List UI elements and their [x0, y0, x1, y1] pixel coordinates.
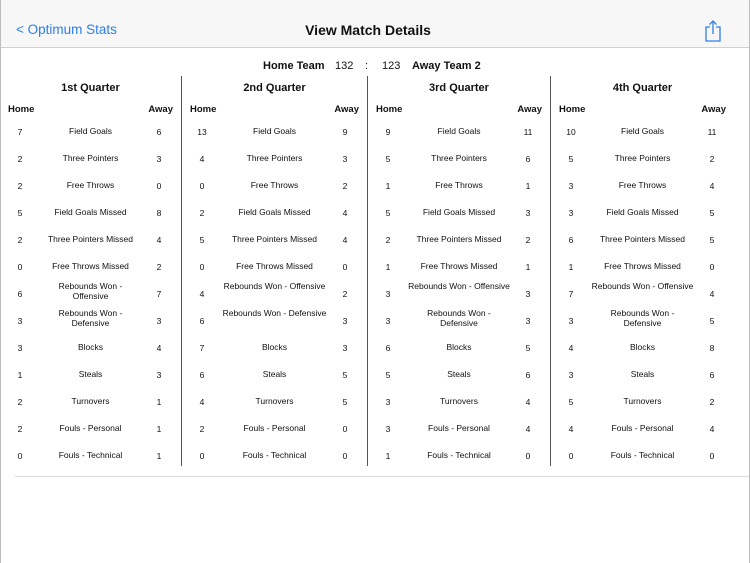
- stat-label: Steals: [262, 369, 287, 379]
- home-column-header: Home: [559, 104, 586, 115]
- stat-label: Field Goals Missed: [54, 207, 127, 217]
- away-stat-value: 0: [525, 451, 531, 461]
- home-team-name: Home Team: [263, 60, 325, 72]
- stat-label: Field Goals Missed: [422, 207, 496, 217]
- away-stat-value: 6: [525, 370, 531, 380]
- stat-row: [368, 173, 550, 199]
- away-stat-value: 0: [342, 424, 348, 434]
- home-stat-value: 1: [568, 262, 574, 272]
- away-stat-value: 3: [156, 370, 162, 380]
- stat-label: Blocks: [629, 342, 656, 352]
- score-separator: :: [365, 60, 369, 72]
- away-stat-value: 3: [342, 316, 348, 326]
- away-stat-value: 6: [156, 127, 162, 137]
- away-stat-value: 6: [525, 154, 531, 164]
- away-stat-value: 4: [525, 424, 531, 434]
- stat-row: [0, 362, 181, 388]
- stat-row: [182, 443, 367, 469]
- stat-row: [368, 389, 550, 415]
- stat-label: Field Goals Missed: [606, 207, 679, 217]
- home-stat-value: 5: [385, 208, 391, 218]
- stat-label: Three Pointers Missed: [47, 234, 134, 244]
- home-stat-value: 2: [17, 235, 23, 245]
- home-stat-value: 10: [566, 127, 576, 137]
- away-stat-value: 8: [709, 343, 715, 353]
- home-stat-value: 6: [199, 370, 205, 380]
- stat-row: [0, 173, 181, 199]
- home-stat-value: 3: [385, 397, 391, 407]
- stat-label: Three Pointers Missed: [416, 234, 502, 244]
- home-stat-value: 1: [385, 262, 391, 272]
- home-stat-value: 5: [568, 397, 574, 407]
- stat-row: [368, 227, 550, 253]
- stat-row: [368, 443, 550, 469]
- home-stat-value: 0: [568, 451, 574, 461]
- quarter-column-3: [368, 76, 550, 466]
- away-stat-value: 8: [156, 208, 162, 218]
- stat-row: [182, 362, 367, 388]
- stat-label: Rebounds Won - Defensive: [610, 308, 675, 328]
- home-stat-value: 3: [385, 316, 391, 326]
- stat-row: [368, 146, 550, 172]
- back-button[interactable]: < Optimum Stats: [16, 22, 117, 37]
- stat-row: [368, 335, 550, 361]
- home-stat-value: 6: [385, 343, 391, 353]
- home-stat-value: 4: [199, 397, 205, 407]
- home-column-header: Home: [190, 104, 217, 115]
- share-button[interactable]: [704, 20, 722, 42]
- home-stat-value: 3: [568, 208, 574, 218]
- stat-row: [182, 335, 367, 361]
- home-stat-value: 1: [385, 181, 391, 191]
- stat-row: [182, 173, 367, 199]
- stat-row: [368, 119, 550, 145]
- away-stat-value: 5: [342, 397, 348, 407]
- stat-label: Free Throws: [250, 180, 299, 190]
- stat-row: [0, 416, 181, 442]
- away-stat-value: 3: [156, 316, 162, 326]
- stat-label: Turnovers: [623, 396, 662, 406]
- away-stat-value: 4: [709, 424, 715, 434]
- stat-row: [182, 416, 367, 442]
- away-stat-value: 5: [342, 370, 348, 380]
- away-stat-value: 4: [156, 343, 162, 353]
- home-stat-value: 2: [17, 424, 23, 434]
- away-stat-value: 0: [342, 262, 348, 272]
- away-stat-value: 0: [342, 451, 348, 461]
- away-stat-value: 3: [342, 343, 348, 353]
- stat-label: Fouls - Personal: [59, 423, 122, 433]
- stat-row: [368, 308, 550, 334]
- home-stat-value: 0: [199, 181, 205, 191]
- stat-row: [551, 308, 734, 334]
- stat-row: [0, 308, 181, 334]
- away-stat-value: 11: [523, 127, 533, 137]
- home-score: 132: [335, 60, 354, 72]
- stat-label: Fouls - Personal: [428, 423, 490, 433]
- stat-label: Free Throws: [618, 180, 667, 190]
- home-stat-value: 3: [17, 316, 23, 326]
- home-stat-value: 2: [199, 208, 205, 218]
- stat-row: [182, 200, 367, 226]
- away-stat-value: 3: [525, 208, 531, 218]
- stat-row: [0, 389, 181, 415]
- away-team-name: Away Team 2: [412, 60, 481, 72]
- home-stat-value: 5: [199, 235, 205, 245]
- stat-row: [551, 119, 734, 145]
- stat-label: Fouls - Technical: [58, 450, 123, 460]
- away-stat-value: 7: [156, 289, 162, 299]
- away-stat-value: 2: [709, 154, 715, 164]
- stat-row: [368, 281, 550, 307]
- match-score: [0, 60, 750, 76]
- stat-row: [0, 281, 181, 307]
- stat-row: [182, 254, 367, 280]
- home-column-header: Home: [376, 104, 403, 115]
- stat-label: Free Throws: [435, 180, 483, 190]
- home-stat-value: 3: [568, 316, 574, 326]
- stat-row: [551, 200, 734, 226]
- away-stat-value: 0: [156, 181, 162, 191]
- away-stat-value: 1: [156, 451, 162, 461]
- home-stat-value: 3: [385, 424, 391, 434]
- quarter-column-1: [0, 76, 181, 466]
- stat-label: Rebounds Won - Defensive: [58, 308, 123, 328]
- stat-label: Rebounds Won - Defensive: [222, 308, 327, 318]
- stat-label: Three Pointers: [62, 153, 119, 163]
- away-stat-value: 3: [342, 154, 348, 164]
- away-column-header: Away: [148, 104, 173, 115]
- stat-label: Blocks: [261, 342, 288, 352]
- stat-row: [551, 416, 734, 442]
- away-stat-value: 11: [707, 127, 717, 137]
- stat-label: Field Goals: [253, 126, 296, 136]
- home-stat-value: 3: [17, 343, 23, 353]
- stat-label: Rebounds Won - Offensive: [58, 281, 123, 301]
- stat-row: [551, 146, 734, 172]
- stat-label: Turnovers: [440, 396, 478, 406]
- quarter-column-4: [551, 76, 734, 466]
- away-stat-value: 2: [342, 181, 348, 191]
- away-stat-value: 2: [525, 235, 531, 245]
- home-stat-value: 5: [17, 208, 23, 218]
- stat-label: Fouls - Technical: [427, 450, 491, 460]
- stat-label: Free Throws: [66, 180, 115, 190]
- away-stat-value: 4: [342, 208, 348, 218]
- away-stat-value: 3: [525, 289, 531, 299]
- quarter-column-2: [182, 76, 367, 466]
- home-stat-value: 5: [385, 370, 391, 380]
- stat-label: Field Goals: [69, 126, 112, 136]
- stat-row: [182, 146, 367, 172]
- stat-row: [182, 389, 367, 415]
- away-stat-value: 4: [156, 235, 162, 245]
- home-stat-value: 5: [385, 154, 391, 164]
- quarter-title: 3rd Quarter: [429, 82, 489, 94]
- stat-row: [368, 416, 550, 442]
- stat-row: [182, 308, 367, 334]
- stat-label: Free Throws Missed: [420, 261, 498, 271]
- stat-label: Blocks: [446, 342, 472, 352]
- away-stat-value: 3: [525, 316, 531, 326]
- stat-row: [551, 335, 734, 361]
- stat-row: [0, 200, 181, 226]
- stat-row: [0, 254, 181, 280]
- stat-row: [551, 443, 734, 469]
- home-stat-value: 2: [17, 397, 23, 407]
- away-stat-value: 4: [709, 181, 715, 191]
- away-stat-value: 4: [709, 289, 715, 299]
- stat-label: Three Pointers: [614, 153, 671, 163]
- away-stat-value: 9: [342, 127, 348, 137]
- stat-row: [551, 173, 734, 199]
- home-stat-value: 1: [17, 370, 23, 380]
- home-stat-value: 7: [17, 127, 23, 137]
- stat-row: [182, 227, 367, 253]
- stat-row: [0, 335, 181, 361]
- stat-label: Free Throws Missed: [236, 261, 313, 271]
- stat-label: Turnovers: [255, 396, 294, 406]
- away-column-header: Away: [517, 104, 542, 115]
- home-stat-value: 9: [385, 127, 391, 137]
- stat-label: Rebounds Won - Offensive: [591, 281, 694, 291]
- home-stat-value: 0: [199, 262, 205, 272]
- home-stat-value: 0: [17, 262, 23, 272]
- stat-label: Free Throws Missed: [604, 261, 681, 271]
- stat-label: Fouls - Personal: [243, 423, 306, 433]
- stat-label: Turnovers: [71, 396, 110, 406]
- stat-row: [368, 254, 550, 280]
- away-column-header: Away: [701, 104, 726, 115]
- stat-label: Three Pointers Missed: [599, 234, 686, 244]
- away-stat-value: 6: [709, 370, 715, 380]
- quarter-title: 2nd Quarter: [243, 82, 306, 94]
- stat-row: [368, 200, 550, 226]
- home-stat-value: 13: [197, 127, 207, 137]
- home-stat-value: 2: [199, 424, 205, 434]
- stat-row: [368, 362, 550, 388]
- home-stat-value: 6: [17, 289, 23, 299]
- home-stat-value: 5: [568, 154, 574, 164]
- stat-label: Free Throws Missed: [52, 261, 129, 271]
- home-stat-value: 0: [199, 451, 205, 461]
- stat-row: [0, 146, 181, 172]
- stat-row: [182, 119, 367, 145]
- stat-row: [551, 362, 734, 388]
- home-stat-value: 4: [568, 343, 574, 353]
- home-stat-value: 6: [568, 235, 574, 245]
- away-stat-value: 1: [525, 181, 531, 191]
- away-stat-value: 0: [709, 451, 715, 461]
- home-stat-value: 4: [199, 289, 205, 299]
- home-stat-value: 6: [199, 316, 205, 326]
- home-stat-value: 7: [199, 343, 205, 353]
- stat-row: [551, 227, 734, 253]
- away-stat-value: 3: [156, 154, 162, 164]
- home-stat-value: 1: [385, 451, 391, 461]
- away-stat-value: 5: [525, 343, 531, 353]
- stat-label: Field Goals Missed: [238, 207, 311, 217]
- table-bottom-divider: [15, 476, 749, 477]
- quarter-title: 1st Quarter: [61, 82, 120, 94]
- stat-label: Steals: [447, 369, 471, 379]
- stat-row: [551, 389, 734, 415]
- away-stat-value: 5: [709, 316, 715, 326]
- home-stat-value: 4: [568, 424, 574, 434]
- stat-label: Three Pointers: [431, 153, 487, 163]
- stat-label: Rebounds Won - Offensive: [408, 281, 510, 291]
- home-stat-value: 2: [17, 154, 23, 164]
- stat-label: Three Pointers: [246, 153, 303, 163]
- stat-row: [551, 281, 734, 307]
- stat-label: Fouls - Technical: [242, 450, 307, 460]
- away-stat-value: 4: [525, 397, 531, 407]
- away-stat-value: 0: [709, 262, 715, 272]
- stat-label: Fouls - Personal: [611, 423, 674, 433]
- stat-row: [0, 119, 181, 145]
- stat-label: Field Goals: [437, 126, 481, 136]
- stat-row: [182, 281, 367, 307]
- away-stat-value: 5: [709, 235, 715, 245]
- stat-label: Rebounds Won - Defensive: [427, 308, 491, 328]
- away-stat-value: 2: [709, 397, 715, 407]
- navigation-bar: [1, 0, 749, 48]
- stat-label: Fouls - Technical: [610, 450, 675, 460]
- away-score: 123: [382, 60, 401, 72]
- away-column-header: Away: [334, 104, 359, 115]
- away-stat-value: 5: [709, 208, 715, 218]
- home-stat-value: 0: [17, 451, 23, 461]
- stat-label: Field Goals: [621, 126, 664, 136]
- home-column-header: Home: [8, 104, 35, 115]
- quarter-title: 4th Quarter: [612, 82, 673, 94]
- away-stat-value: 1: [156, 424, 162, 434]
- stat-label: Steals: [78, 369, 103, 379]
- stat-label: Steals: [630, 369, 655, 379]
- home-stat-value: 3: [385, 289, 391, 299]
- stat-label: Three Pointers Missed: [231, 234, 318, 244]
- home-stat-value: 3: [568, 370, 574, 380]
- stat-label: Blocks: [77, 342, 104, 352]
- home-stat-value: 7: [568, 289, 574, 299]
- home-stat-value: 2: [17, 181, 23, 191]
- stat-row: [0, 227, 181, 253]
- stat-row: [551, 254, 734, 280]
- page-title: View Match Details: [305, 22, 431, 38]
- away-stat-value: 2: [156, 262, 162, 272]
- stat-label: Rebounds Won - Offensive: [223, 281, 326, 291]
- stat-row: [0, 443, 181, 469]
- away-stat-value: 2: [342, 289, 348, 299]
- home-stat-value: 4: [199, 154, 205, 164]
- away-stat-value: 1: [156, 397, 162, 407]
- away-stat-value: 1: [525, 262, 531, 272]
- away-stat-value: 4: [342, 235, 348, 245]
- share-icon: [704, 20, 722, 42]
- home-stat-value: 2: [385, 235, 391, 245]
- home-stat-value: 3: [568, 181, 574, 191]
